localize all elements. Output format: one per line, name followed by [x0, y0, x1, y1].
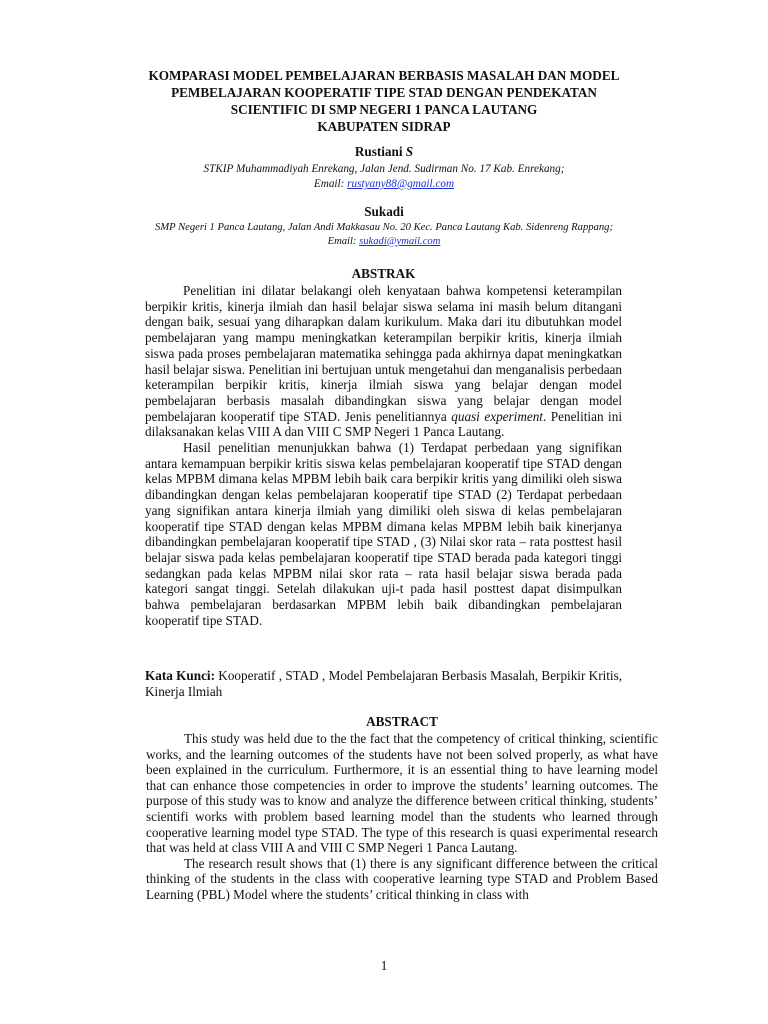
abstract-paragraph: The research result shows that (1) there is any significant difference between the critical thinking of the students in the class with cooperative learning type STAD and Problem Based Learning (PBL) Model where the students’ critical thinking in class with — [146, 855, 658, 902]
email-line — [110, 177, 658, 192]
affiliation-text: STKIP Muhammadiyah Enrekang, Jalan Jend. Sudirman No. 17 Kab. Enrekang; — [203, 163, 565, 175]
abstrak-paragraph: Hasil penelitian menunjukkan bahwa (1) Terdapat perbedaan yang signifikan antara kemampuan berpikir kritis siswa kelas pembelajaran kooperatif tipe STAD dengan kelas MPBM dimana kelas MPBM lebih baik cara berpikir kritis yang dimiliki oleh siswa dibandingkan dengan kelas pembelajaran kooperatif tipe STAD (2) Terdapat perbedaan yang signifikan antara kinerja ilmiah yang dimiliki oleh siswa di kelas pembelajaran kooperatif tipe STAD dengan kelas MPBM dimana kelas MPBM lebih baik kinerjanya dibandingkan pembelajaran kooperatif tipe STAD , (3) Nilai skor rata – rata posttest hasil belajar siswa pada kelas pembelajaran kooperatif tipe STAD berada pada kategori tinggi sedangkan pada kelas MPBM nilai skor rata – rata hasil belajar siswa berada pada kategori sangat tinggi. Setelah dilakukan uji-t pada hasil posttest dapat disimpulkan bahwa pembelajaran berdasarkan MPBM lebih baik dibandingkan pembelajaran kooperatif tipe STAD. — [145, 440, 622, 628]
author-initial: S — [405, 144, 414, 159]
author-1-affiliation — [110, 162, 658, 192]
abstract-heading: ABSTRACT — [366, 714, 438, 729]
email-label: Email: — [327, 235, 360, 247]
title-line: KOMPARASI MODEL PEMBELAJARAN BERBASIS MASALAH DAN MODEL — [148, 68, 620, 83]
email-label: Email: — [313, 178, 348, 190]
abstrak-text: Penelitian ini dilatar belakangi oleh kenyataan bahwa kompetensi keterampilan berpikir kritis, kinerja ilmiah dan hasil belajar siswa selama ini masih belum ditangani dengan baik, sesuai yang diharapkan dalam kurikulum. Maka dari itu dibutuhkan model pembelajaran yang mampu meningkatkan keterampilan berpikir kritis, kinerja ilmiah siswa pada proses pembelajaran matematika sehingga pada akhirnya dapat meningkatkan hasil belajar siswa. Penelitian ini bertujuan untuk mengetahui dan menganalisis perbedaan keterampilan berpikir kritis, kinerja ilmiah siswa yang belajar dengan model pembelajaran berbasis masalah dibandingkan siswa yang belajar dengan model pembelajaran kooperatif tipe STAD. Jenis penelitiannya — [145, 283, 622, 424]
author-name: Sukadi — [364, 204, 404, 219]
affiliation-text: SMP Negeri 1 Panca Lautang, Jalan Andi Makkasau No. 20 Kec. Panca Lautang Kab. Sidenreng Rappang; — [155, 222, 613, 233]
abstrak-text: . Penelitian ini dilaksanakan kelas VIII A dan VIII C SMP Negeri 1 Panca Lautang. — [145, 408, 622, 440]
title-line: KABUPATEN SIDRAP — [317, 119, 451, 134]
author-1-name — [110, 144, 658, 160]
page-number: 1 — [380, 958, 388, 973]
abstrak-heading: ABSTRAK — [351, 266, 416, 281]
author-2-name — [110, 204, 658, 220]
author-name: Rustiani — [354, 144, 406, 159]
author-2-affiliation — [110, 221, 658, 248]
paper-title — [110, 67, 658, 135]
abstrak-italic-term: quasi experiment — [451, 408, 543, 424]
abstract-body — [146, 731, 658, 903]
email-link[interactable]: sukadi@ymail.com — [359, 235, 441, 247]
keywords-text: Kooperatif , STAD , Model Pembelajaran Berbasis Masalah, Berpikir Kritis, Kinerja Ilmiah — [145, 668, 623, 699]
email-line — [110, 235, 658, 249]
email-link[interactable]: rustyany88@gmail.com — [347, 178, 455, 190]
abstract-paragraph: This study was held due to the the fact that the competency of critical thinking, scientific works, and the learning outcomes of the students have not been solved properly, as what have been explained in the curriculum. Furthermore, it is an essential thing to have learning model that can enhance those competencies in order to improve the students’ learning outcomes. The purpose of this study was to know and analyze the difference between critical thinking, students’ scientifi works with problem based learning model than the students who learned through cooperative learning model type STAD. The type of this research is quasi experimental research that was held at class VIII A and VIII C SMP Negeri 1 Panca Lautang. — [146, 731, 658, 856]
keywords — [145, 668, 622, 700]
abstrak-paragraph — [145, 283, 622, 440]
title-line: SCIENTIFIC DI SMP NEGERI 1 PANCA LAUTANG — [230, 102, 538, 117]
keywords-label: Kata Kunci: — [145, 668, 215, 683]
title-line: PEMBELAJARAN KOOPERATIF TIPE STAD DENGAN PENDEKATAN — [171, 85, 597, 100]
abstrak-body — [145, 283, 622, 628]
